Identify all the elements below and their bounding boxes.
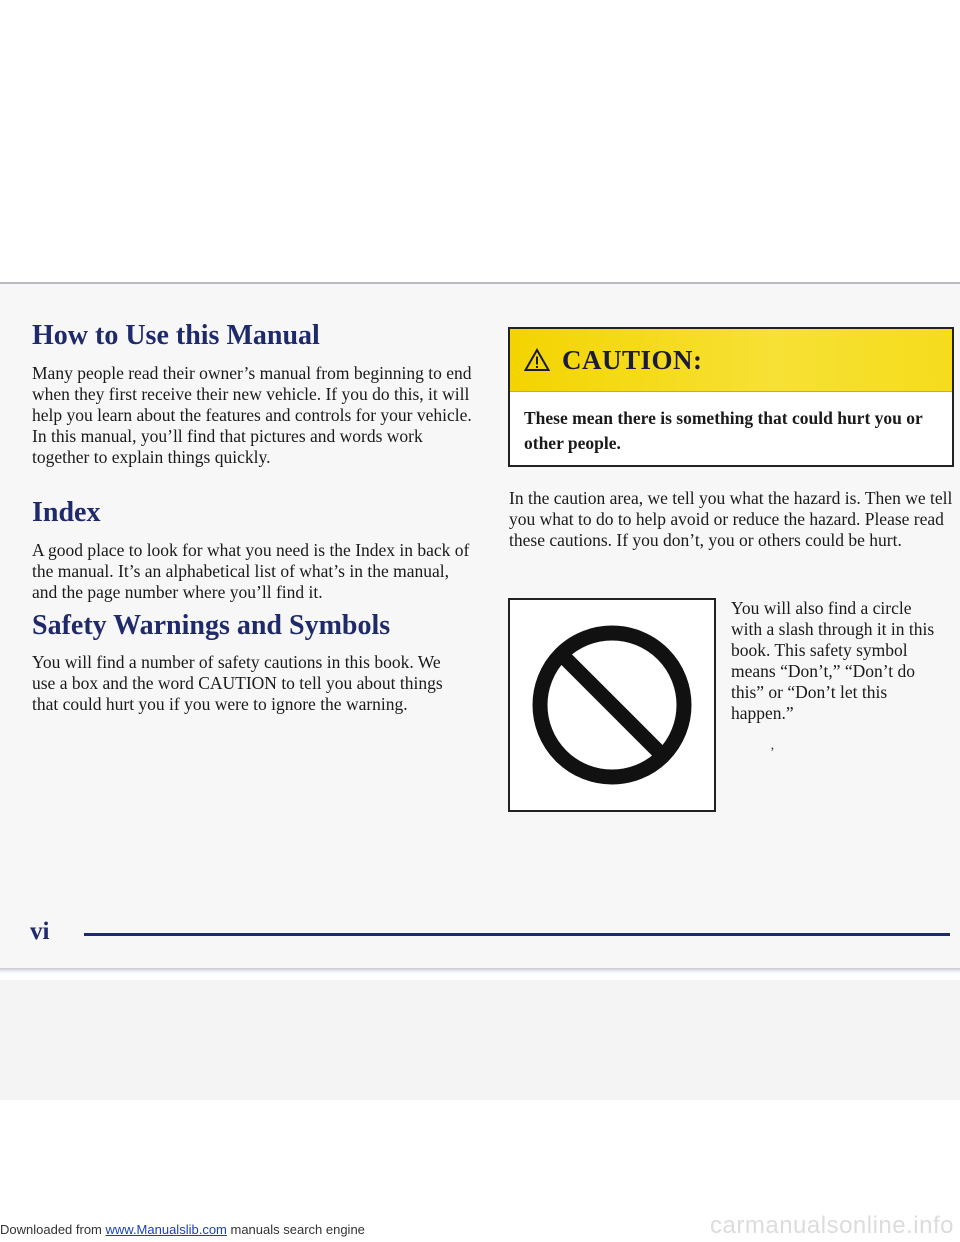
page-bottom-band <box>0 980 960 1100</box>
prohibition-circle-icon <box>530 623 694 787</box>
watermark-text: carmanualsonline.info <box>710 1212 954 1239</box>
download-footer <box>0 1222 365 1237</box>
heading-how-to-use: How to Use this Manual <box>32 320 320 351</box>
warning-triangle-icon <box>524 348 550 372</box>
page-number: vi <box>30 918 50 945</box>
manualslib-link[interactable]: www.Manualslib.com <box>105 1222 227 1237</box>
heading-index: Index <box>32 497 101 528</box>
paragraph-index: A good place to look for what you need is the Index in back of the manual. It’s an alphabetical list of what’s in the manual, and the page number where you’ll find it. <box>32 540 470 602</box>
page-edge-shadow <box>0 968 960 973</box>
caution-box <box>508 327 954 467</box>
stray-mark: ‚ <box>770 738 775 753</box>
paragraph-caution-explanation: In the caution area, we tell you what the hazard is. Then we tell you what to do to help avoid or reduce the hazard. Please read these cautions. If you don’t, you or others could be hurt. <box>509 488 953 550</box>
paragraph-safety-warnings: You will find a number of safety cautions in this book. We use a box and the word CAUTION to tell you about things that could hurt you if you were to ignore the warning. <box>32 652 443 714</box>
paragraph-circle-symbol: You will also find a circle with a slash through it in this book. This safety symbol means “Don’t,” “Don’t do this” or “Don’t let this happen.” <box>731 598 935 723</box>
prohibition-symbol-box <box>508 598 716 812</box>
caution-header <box>510 329 952 392</box>
caution-title: CAUTION: <box>562 344 703 375</box>
footer-suffix: manuals search engine <box>226 1222 365 1237</box>
caution-text: These mean there is something that could hurt you or other people. <box>524 408 923 453</box>
page-number-rule <box>84 933 950 936</box>
paragraph-how-to-use: Many people read their owner’s manual from beginning to end when they first receive their new vehicle. If you do this, it will help you learn about the features and controls for your vehicle. In this manual, you’ll find that pictures and words work together to explain things quickly. <box>32 363 472 467</box>
footer-prefix: Downloaded from <box>0 1222 106 1237</box>
heading-safety-warnings: Safety Warnings and Symbols <box>32 610 391 641</box>
